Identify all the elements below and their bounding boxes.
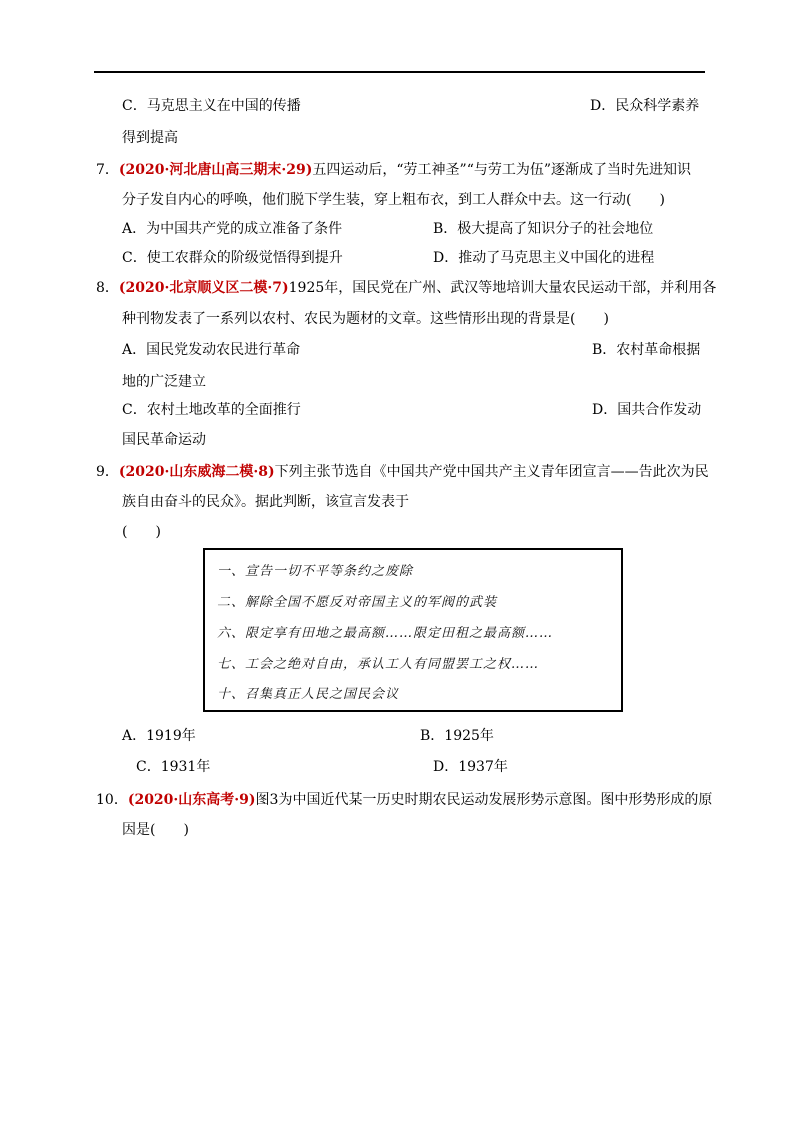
question-8-text-2: 种刊物发表了一系列以农村、农民为题材的文章。这些情形出现的背景是( ) <box>122 311 609 327</box>
question-8-option-b-continuation: 地的广泛建立 <box>122 374 206 390</box>
question-8-option-d: D．国共合作发动 <box>592 402 702 418</box>
question-7-option-d: D．推动了马克思主义中国化的进程 <box>433 250 655 266</box>
manifesto-line-3: 六、限定享有田地之最高额……限定田租之最高额…… <box>217 626 554 641</box>
question-7-number: 7． <box>96 162 119 178</box>
prev-option-c: C．马克思主义在中国的传播 <box>122 98 301 114</box>
question-8-text-1: 1925年，国民党在广州、武汉等地培训大量农民运动干部，并利用各 <box>288 280 717 296</box>
manifesto-line-1: 一、宣告一切不平等条约之废除 <box>217 564 414 579</box>
question-8-option-a: A．国民党发动农民进行革命 <box>122 342 301 358</box>
manifesto-line-5: 十、召集真正人民之国民会议 <box>217 687 400 702</box>
manifesto-line-2: 二、解除全国不愿反对帝国主义的军阀的武装 <box>217 595 498 610</box>
question-7-source: (2020·河北唐山高三期末·29) <box>118 162 313 178</box>
question-8-option-b: B．农村革命根据 <box>592 342 701 358</box>
manifesto-line-4: 七、工会之绝对自由，承认工人有同盟罢工之权…… <box>217 657 540 672</box>
question-7-text-1: 五四运动后，“劳工神圣”“与劳工为伍”逐渐成了当时先进知识 <box>312 162 692 178</box>
question-9-answer-blank: ( ) <box>122 524 161 540</box>
manifesto-excerpt-box <box>203 548 623 712</box>
question-10-number: 10． <box>96 792 128 808</box>
question-7-text-2: 分子发自内心的呼唤，他们脱下学生装，穿上粗布衣，到工人群众中去。这一行动( ) <box>122 192 665 208</box>
question-9-option-a: A．1919年 <box>122 728 196 744</box>
prev-option-d-continuation: 得到提高 <box>122 130 178 146</box>
question-8-source: (2020·北京顺义区二模·7) <box>118 280 289 296</box>
question-9-option-d: D．1937年 <box>433 759 508 775</box>
question-7-option-a: A．为中国共产党的成立准备了条件 <box>122 221 343 237</box>
question-8-line-1 <box>96 278 716 298</box>
question-10-source: (2020·山东高考·9) <box>127 792 256 808</box>
question-10-text-2: 因是( ) <box>122 822 189 838</box>
question-9-text-2: 族自由奋斗的民众》。据此判断，该宣言发表于 <box>122 494 409 510</box>
prev-option-d: D．民众科学素养 <box>590 98 700 114</box>
question-9-line-1 <box>96 462 709 482</box>
question-8-option-c: C．农村土地改革的全面推行 <box>122 402 301 418</box>
question-8-number: 8． <box>96 280 119 296</box>
question-9-source: (2020·山东威海二模·8) <box>118 464 275 480</box>
question-9-text-1: 下列主张节选自《中国共产党中国共产主义青年团宣言——告此次为民 <box>274 464 709 480</box>
question-7-option-c: C．使工农群众的阶级觉悟得到提升 <box>122 250 343 266</box>
question-10-line-1 <box>96 790 712 810</box>
question-9-option-b: B．1925年 <box>420 728 494 744</box>
question-9-number: 9． <box>96 464 119 480</box>
question-7-option-b: B．极大提高了知识分子的社会地位 <box>433 221 654 237</box>
question-7-line-1 <box>96 160 691 180</box>
question-8-option-d-continuation: 国民革命运动 <box>122 432 206 448</box>
header-rule <box>94 71 705 73</box>
question-9-option-c: C．1931年 <box>136 759 211 775</box>
question-10-text-1: 图3为中国近代某一历史时期农民运动发展形势示意图。图中形势形成的原 <box>255 792 713 808</box>
